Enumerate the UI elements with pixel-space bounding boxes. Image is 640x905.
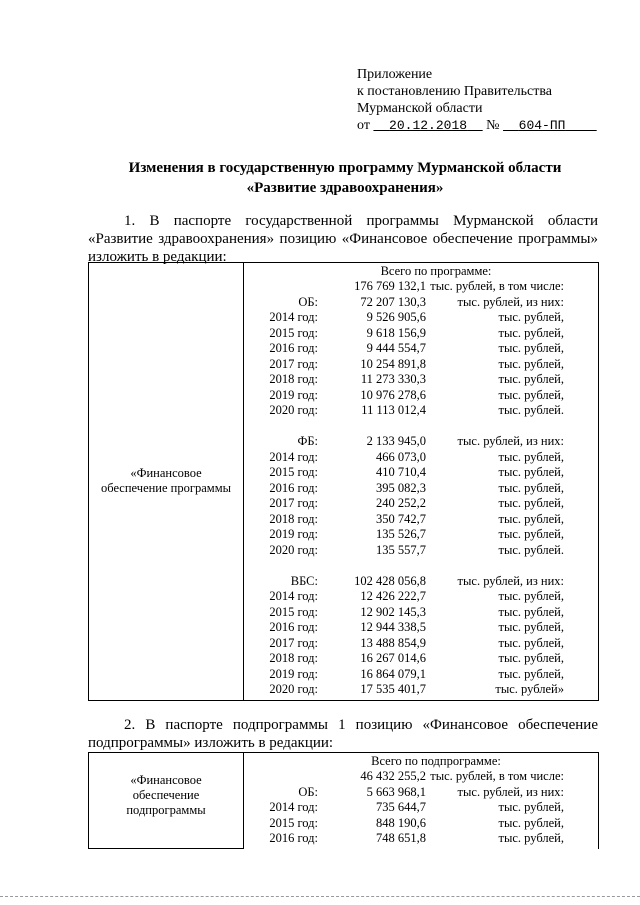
table1-total-key [248, 279, 318, 295]
table1-row-value: 10 976 278,6 [360, 387, 426, 402]
table1-row [248, 341, 594, 357]
table2-row-key: ОБ: [298, 784, 318, 799]
group-spacer [248, 419, 594, 435]
annex-line3: Мурманской области [357, 101, 483, 116]
table1-label: «Финансовое обеспечение программы [101, 466, 231, 496]
table1-row-key: 2020 год: [269, 542, 318, 557]
table1-row-unit: тыс. рублей, [498, 480, 564, 495]
table1-row-value: 135 557,7 [376, 542, 426, 557]
table1-row [248, 357, 594, 373]
table1-row-key: 2017 год: [269, 356, 318, 371]
table1-row-value: 9 618 156,9 [366, 325, 426, 340]
table1-row-unit: тыс. рублей, [498, 620, 564, 634]
table2-row-value: 735 644,7 [376, 800, 426, 814]
annex-number [503, 118, 597, 133]
table2-row-key: 2014 год: [269, 800, 318, 814]
table1-row-value: 135 526,7 [376, 527, 426, 541]
table2-row [248, 800, 594, 816]
table1-row-value: 11 273 330,3 [360, 372, 426, 386]
table1-row-key: 2016 год: [269, 341, 318, 355]
table1-row-unit: тыс. рублей, [498, 604, 564, 619]
table1-row-key: 2014 год: [269, 449, 318, 464]
table1-row [248, 651, 594, 667]
table1-row [248, 605, 594, 621]
table2-row-value: 848 190,6 [376, 815, 426, 830]
paragraph-1 [88, 212, 598, 266]
table1-row [248, 310, 594, 326]
table1-row [248, 667, 594, 683]
table1-row-value: 12 902 145,3 [360, 604, 426, 619]
table1-row-unit: тыс. рублей, [498, 666, 564, 681]
table1-row-unit: тыс. рублей, [498, 387, 564, 402]
table1-label-cell [89, 263, 244, 701]
table1-row [248, 326, 594, 342]
financing-table-program [88, 262, 599, 701]
table1-row-unit: тыс. рублей, [498, 635, 564, 650]
table1-row-key: 2020 год: [269, 403, 318, 417]
table2-row-value: 748 651,8 [376, 831, 426, 845]
table1-total-row [248, 279, 594, 295]
table1-row-key: 2016 год: [269, 480, 318, 495]
table1-row-value: 395 082,3 [376, 480, 426, 495]
annex-date [373, 118, 482, 133]
table1-total-value: 176 769 132,1 [354, 279, 426, 293]
table1-row-unit: тыс. рублей, [498, 465, 564, 479]
table1-row [248, 543, 594, 559]
table1-row-key: 2018 год: [269, 372, 318, 386]
table1-row [248, 372, 594, 388]
table1-row-unit: тыс. рублей, [498, 325, 564, 340]
table1-row [248, 434, 594, 450]
document-title [90, 158, 600, 198]
table1-row [248, 589, 594, 605]
table2-total-row [248, 769, 594, 785]
table1-row-key: 2015 год: [269, 465, 318, 479]
table2-row-unit: тыс. рублей, [498, 800, 564, 814]
table1-row-value: 240 252,2 [376, 496, 426, 510]
table1-row-key: 2018 год: [269, 651, 318, 665]
table1-row-key: ФБ: [297, 434, 318, 448]
table1-row-value: 11 113 012,4 [361, 403, 426, 417]
page-bottom-rule [0, 896, 640, 897]
table1-row-unit: тыс. рублей, [498, 511, 564, 526]
table1-row-unit: тыс. рублей, [498, 527, 564, 541]
table1-row-value: 350 742,7 [376, 511, 426, 526]
table1-row-key: 2019 год: [269, 387, 318, 402]
table1-row-unit: тыс. рублей. [498, 542, 564, 557]
table1-row-unit: тыс. рублей, [498, 496, 564, 510]
table1-row-unit: тыс. рублей, [498, 372, 564, 386]
annex-block [357, 66, 597, 134]
table2-row-unit: тыс. рублей, [498, 815, 564, 830]
table1-row-unit: тыс. рублей, [498, 356, 564, 371]
table1-total-unit: тыс. рублей, в том числе: [430, 279, 564, 293]
table2-label: «Финансовое обеспечение подпрограммы [126, 773, 206, 817]
table1-row-key: 2015 год: [269, 325, 318, 340]
table2-total-value: 46 432 255,2 [360, 769, 426, 783]
table1-row-key: 2014 год: [269, 589, 318, 603]
table1-row-key: ВБС: [290, 573, 318, 588]
table1-row-key: 2014 год: [269, 310, 318, 324]
table1-row-value: 466 073,0 [376, 449, 426, 464]
table1-row [248, 636, 594, 652]
table1-row-value: 9 444 554,7 [366, 341, 426, 355]
table1-row-key: 2019 год: [269, 666, 318, 681]
table1-row-unit: тыс. рублей, [498, 341, 564, 355]
table1-row-value: 72 207 130,3 [360, 294, 426, 309]
table1-row-unit: тыс. рублей, из них: [457, 434, 564, 448]
annex-line2: к постановлению Правительства [357, 84, 553, 99]
table1-row [248, 574, 594, 590]
table2-total-key [248, 769, 318, 785]
financing-table-subprogram [88, 752, 599, 849]
table1-row [248, 620, 594, 636]
table1-row [248, 512, 594, 528]
table1-row [248, 682, 594, 698]
table1-row-key: 2017 год: [269, 635, 318, 650]
table1-row-value: 2 133 945,0 [366, 434, 426, 448]
table2-label-cell [89, 753, 244, 849]
table1-row-value: 102 428 056,8 [354, 573, 426, 588]
annex-dateline [357, 117, 597, 134]
table1-row-unit: тыс. рублей, [498, 651, 564, 665]
table1-row-key: ОБ: [298, 294, 318, 309]
title-line1: Изменения в государственную программу Мурманской области [128, 160, 562, 176]
table2-row-unit: тыс. рублей, [498, 831, 564, 845]
group-spacer [248, 558, 594, 574]
table1-row-value: 410 710,4 [376, 465, 426, 479]
table1-row-unit: тыс. рублей» [495, 682, 564, 696]
table1-row-value: 16 864 079,1 [360, 666, 426, 681]
table1-row [248, 527, 594, 543]
table1-row-unit: тыс. рублей. [498, 403, 564, 417]
table2-row-key: 2015 год: [269, 815, 318, 830]
table1-row [248, 388, 594, 404]
paragraph-2-text: 2. В паспорте подпрограммы 1 позицию «Финансовое обеспечение подпрограммы» изложить в редакции: [88, 717, 598, 751]
table2-row [248, 785, 594, 801]
table1-row [248, 465, 594, 481]
table2-head: Всего по подпрограмме: [371, 754, 501, 768]
table1-row-value: 9 526 905,6 [366, 310, 426, 324]
table1-row-value: 16 267 014,6 [360, 651, 426, 665]
table1-row-value: 12 426 222,7 [360, 589, 426, 603]
table1-row-value: 10 254 891,8 [360, 356, 426, 371]
table1-row-unit: тыс. рублей, [498, 310, 564, 324]
table1-row [248, 450, 594, 466]
table1-row-value: 12 944 338,5 [360, 620, 426, 634]
table2-values-cell [244, 753, 599, 849]
title-line2: «Развитие здравоохранения» [246, 180, 444, 196]
table1-row-value: 17 535 401,7 [360, 682, 426, 696]
table2-total-unit: тыс. рублей, в том числе: [430, 769, 564, 783]
annex-from: от [357, 118, 370, 133]
annex-line1: Приложение [357, 67, 433, 82]
table1-row-value: 13 488 854,9 [360, 635, 426, 650]
table1-row-key: 2016 год: [269, 620, 318, 634]
table1-row-key: 2018 год: [269, 511, 318, 526]
table1-row [248, 295, 594, 311]
paragraph-1-text: 1. В паспорте государственной программы Мурманской области «Развитие здравоохранения» позицию «Финансовое обеспечение программы» изложить в редакции: [88, 213, 598, 265]
table1-row-unit: тыс. рублей, [498, 589, 564, 603]
table1-row [248, 496, 594, 512]
annex-date-value: 20.12.2018 [389, 118, 468, 133]
table2-row-unit: тыс. рублей, из них: [457, 784, 564, 799]
table1-row-key: 2015 год: [269, 604, 318, 619]
annex-number-value: 604-ПП [518, 118, 566, 133]
table1-row-key: 2019 год: [269, 527, 318, 541]
table1-row-key: 2017 год: [269, 496, 318, 510]
table1-row-unit: тыс. рублей, [498, 449, 564, 464]
table1-values-cell [244, 263, 599, 701]
paragraph-2 [88, 716, 598, 752]
annex-num-sign: № [486, 118, 500, 133]
table2-row [248, 831, 594, 847]
table2-row-value: 5 663 968,1 [366, 784, 426, 799]
table1-row [248, 403, 594, 419]
table1-row-unit: тыс. рублей, из них: [457, 294, 564, 309]
table1-row-key: 2020 год: [269, 682, 318, 696]
table2-row [248, 816, 594, 832]
table2-row-key: 2016 год: [269, 831, 318, 845]
table1-row-unit: тыс. рублей, из них: [457, 573, 564, 588]
table1-head: Всего по программе: [380, 264, 492, 278]
table1-row [248, 481, 594, 497]
